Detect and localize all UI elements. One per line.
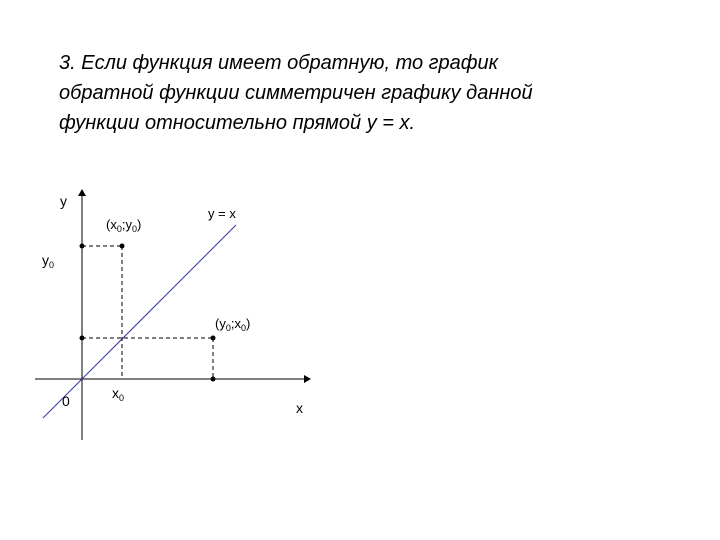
dot-y0-on-x-axis (211, 377, 216, 382)
dot-point-a (120, 244, 125, 249)
dot-x0-on-y-axis (80, 336, 85, 341)
y0-label: $y_0$ (42, 252, 55, 270)
dot-y0-on-axis (80, 244, 85, 249)
point-a-label: $(x_0;y_0)$ (106, 217, 142, 234)
x-axis-label: x (296, 400, 303, 416)
x0-label: $x_0$ (112, 385, 125, 403)
line-label: y = x (208, 206, 236, 221)
dot-point-b (211, 336, 216, 341)
y-axis-label: y (60, 193, 67, 209)
statement-line-3: функции относительно прямой y = x. (59, 112, 416, 134)
origin-label: 0 (62, 393, 70, 409)
statement-line-2: обратной функции симметричен графику данной (59, 82, 533, 104)
line-y-equals-x (43, 225, 236, 418)
point-b-label: $(y_0;x_0)$ (215, 316, 251, 333)
statement-line-1: 3. Если функция имеет обратную, то график (59, 52, 499, 74)
